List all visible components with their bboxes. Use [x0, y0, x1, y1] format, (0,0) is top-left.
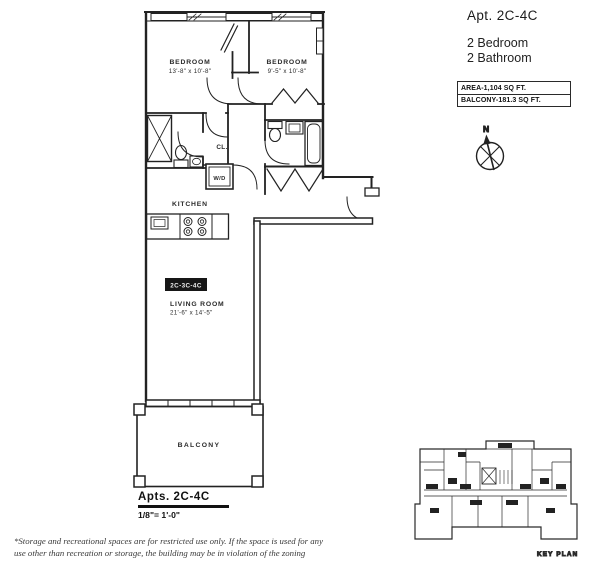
plan-title: Apts. 2C-4C [138, 491, 210, 503]
apartment-title: Apt. 2C-4C [467, 8, 538, 23]
closet-label: CL. [216, 144, 228, 151]
unit-badge-label: 2C-3C-4C [170, 282, 202, 290]
kitchen-fixtures [147, 214, 229, 239]
title-block [138, 491, 258, 520]
north-arrow-icon [477, 124, 504, 170]
title-rule [138, 505, 229, 508]
bathroom-1-fixtures [148, 116, 204, 168]
window-marks-top [151, 14, 323, 21]
balcony-label: BALCONY [177, 442, 221, 449]
bedroom-2-bifold-doors [272, 89, 318, 103]
footnote-line-1: *Storage and recreational spaces are for restricted use only. If the space is used for any [14, 536, 323, 546]
bedroom-1-label: BEDROOM [169, 59, 211, 66]
closet-cl-door-arc [206, 114, 228, 137]
plan-scale: 1/8"= 1'-0" [138, 509, 180, 520]
closet-door-leaf [221, 24, 238, 52]
bathroom-count: 2 Bathroom [467, 51, 532, 65]
footnote-line-2: use other than recreation or storage, the building may be in violation of the zoning [14, 547, 306, 558]
north-label: N [483, 124, 490, 134]
foyer-bifold-doors [267, 169, 323, 191]
washer-dryer-label: W/D [213, 176, 226, 182]
living-room-label: LIVING ROOM [170, 301, 225, 308]
key-plan-drawing [415, 441, 578, 558]
bedroom-2-door-arc [238, 78, 262, 104]
bedroom-1-dims: 13'-8" x 10'-8" [168, 68, 212, 75]
key-plan-label: KEY PLAN [537, 551, 579, 558]
bathroom-2-door-arc [265, 140, 289, 164]
bedroom-2-label: BEDROOM [266, 59, 308, 66]
floor-plan-labels [169, 59, 308, 449]
bathroom-1-door-arc [178, 132, 203, 157]
floor-plan-drawing [134, 12, 379, 487]
kitchen-label: KITCHEN [172, 201, 208, 208]
living-room-dims: 21'-6" x 14'-5" [170, 309, 213, 317]
bedroom-1-door-arc [207, 78, 233, 104]
hall-kitchen-door-arc [233, 165, 257, 189]
bedroom-2-dims: 9'-5" x 10'-8" [267, 68, 307, 75]
bathroom-2-fixtures [268, 122, 323, 166]
balcony-area-value: BALCONY-181.3 SQ FT. [461, 97, 541, 104]
bedroom-count: 2 Bedroom [467, 36, 529, 50]
entry-jamb [365, 188, 379, 196]
area-value: AREA-1,104 SQ FT. [458, 82, 570, 95]
footnote [14, 536, 344, 559]
